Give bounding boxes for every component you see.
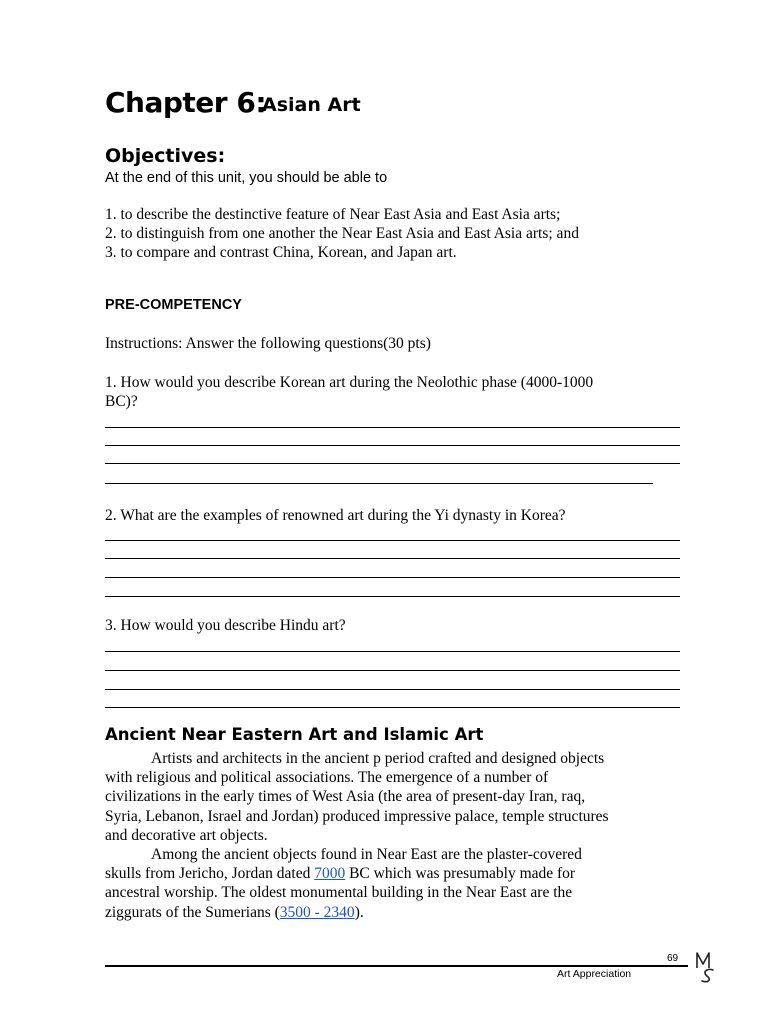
paragraph-line: ziggurats of the Sumerians (3500 - 2340). [105, 903, 364, 921]
footer-course-title: Art Appreciation [557, 968, 632, 980]
paragraph-line: and decorative art objects. [105, 826, 268, 844]
date-link-7000[interactable]: 7000 [314, 865, 346, 883]
answer-line[interactable] [105, 651, 680, 652]
answer-line[interactable] [105, 483, 653, 484]
paragraph-line: ancestral worship. The oldest monumental building in the Near East are the [105, 884, 573, 902]
ms-monogram-logo-icon [693, 950, 719, 984]
paragraph-1 [105, 749, 680, 845]
paragraph-line: Among the ancient objects found in Near East are the plaster-covered [151, 846, 582, 863]
answer-line[interactable] [105, 577, 680, 578]
question-1: 1. How would you describe Korean art during the Neolothic phase (4000-1000 [105, 374, 594, 391]
question-1-continued: BC)? [105, 393, 138, 410]
answer-line[interactable] [105, 670, 680, 671]
answer-line[interactable] [105, 596, 680, 597]
answer-line[interactable] [105, 558, 680, 559]
answer-line[interactable] [105, 689, 680, 690]
page-number: 69 [667, 953, 679, 964]
paragraph-2 [105, 845, 680, 922]
section-heading: Ancient Near Eastern Art and Islamic Art [105, 725, 484, 744]
objectives-intro: At the end of this unit, you should be able to [105, 170, 388, 186]
answer-line[interactable] [105, 707, 680, 708]
paragraph-line: civilizations in the early times of West Asia (the area of present-day Iran, raq, [105, 788, 586, 806]
objectives-heading: Objectives: [105, 145, 226, 167]
chapter-title: Asian Art [262, 94, 361, 116]
answer-line[interactable] [105, 445, 680, 446]
answer-line[interactable] [105, 427, 680, 428]
footer-divider [105, 965, 688, 967]
pre-competency-heading: PRE-COMPETENCY [105, 297, 242, 313]
objective-item: 1. to describe the destinctive feature of Near East Asia and East Asia arts; [105, 206, 561, 223]
objective-item: 3. to compare and contrast China, Korean, and Japan art. [105, 244, 457, 261]
chapter-number: Chapter 6: [105, 86, 267, 119]
date-range-link[interactable]: 3500 - 2340 [279, 903, 355, 921]
paragraph-line: Artists and architects in the ancient p period crafted and designed objects [151, 750, 605, 767]
paragraph-line: with religious and political associations. The emergence of a number of [105, 769, 549, 787]
objective-item: 2. to distinguish from one another the Near East Asia and East Asia arts; and [105, 225, 579, 242]
paragraph-line: skulls from Jericho, Jordan dated 7000 BC which was presumably made for [105, 865, 576, 883]
question-3: 3. How would you describe Hindu art? [105, 617, 346, 634]
instructions-text: Instructions: Answer the following questions(30 pts) [105, 335, 431, 352]
paragraph-line: Syria, Lebanon, Israel and Jordan) produced impressive palace, temple structures [105, 807, 609, 825]
question-2: 2. What are the examples of renowned art during the Yi dynasty in Korea? [105, 507, 566, 524]
answer-line[interactable] [105, 463, 680, 464]
answer-line[interactable] [105, 540, 680, 541]
